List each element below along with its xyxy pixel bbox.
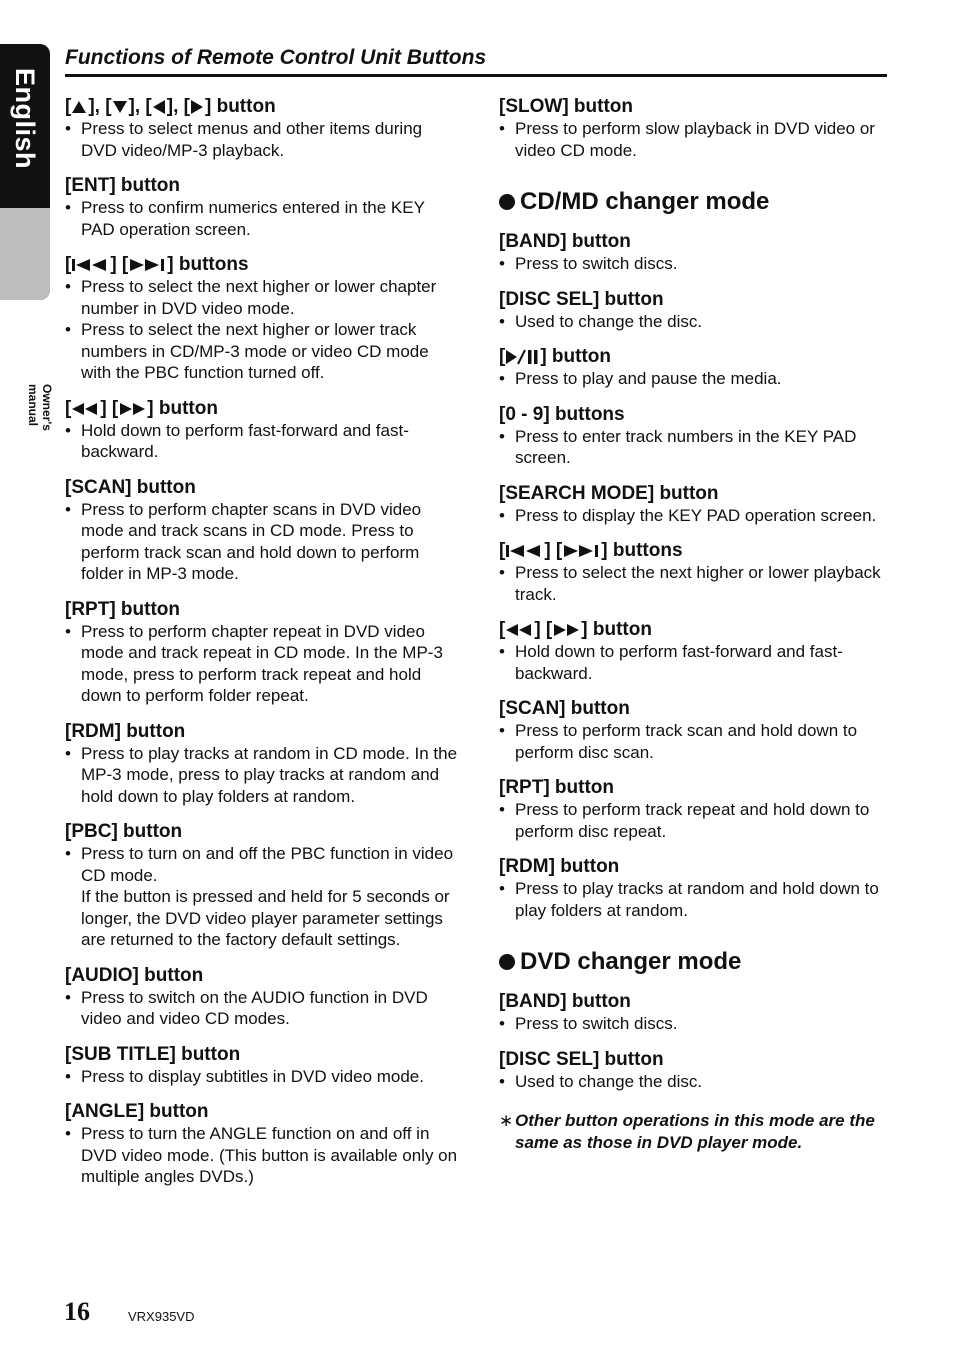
section-subtitle [65,1044,460,1088]
section-heading: [RPT] button [65,598,181,620]
list-item: • Press to select menus and other items during DVD video/MP-3 playback. [65,119,423,160]
list-item-continued: If the button is pressed and held for 5 seconds or longer, the DVD video player parameter settings are returned to the factory default settings. [81,887,450,949]
list-item: • Used to change the disc. [499,311,703,331]
footnote [499,1110,894,1154]
cd-md-changer-mode-title: CD/MD changer mode [499,187,894,217]
list-item: • Press to switch discs. [499,1014,678,1033]
section-heading: [ANGLE] button [65,1101,209,1122]
section-angle [65,1101,460,1188]
list-item: • Hold down to perform fast-forward and fast-backward. [65,420,409,461]
section-heading: [BAND] button [499,991,631,1012]
page-title: Functions of Remote Control Unit Buttons [65,46,887,77]
list-item: • Press to select the next higher or lower track numbers in CD/MP-3 mode or video CD mode with the PBC function turned off. [65,320,429,382]
section-skip [65,254,460,384]
section-heading: [ ] [ ] button [65,397,218,419]
bullet-circle-icon [499,954,515,970]
section-scan [499,698,894,763]
section-heading: [SUB TITLE] button [65,1043,241,1065]
section-rpt [65,599,460,707]
section-rdm [65,721,460,808]
section-fast-forward [65,398,460,463]
language-label: English [10,68,40,170]
left-arrow-icon [152,99,166,115]
list-item: • Press to play and pause the media. [499,369,782,388]
section-heading: [RDM] button [499,856,620,877]
section-digits [499,404,894,469]
section-heading: [DISC SEL] button [499,288,664,310]
section-heading: [ENT] button [65,175,181,196]
section-heading: [ ] button [499,346,612,367]
rewind-icon [71,402,99,416]
rewind-icon [505,623,533,637]
section-disc-sel [499,1049,894,1093]
fast-forward-icon [118,402,146,416]
list-item: • Press to display the KEY PAD operation screen. [499,505,877,525]
section-fast-forward [499,619,894,684]
section-rpt [499,777,894,842]
section-heading: [SCAN] button [499,698,630,719]
list-item: • Press to perform chapter repeat in DVD video mode and track repeat in CD mode. In the MP-3 mode, press to perform track repeat and hold down to perform folder repeat. [65,621,443,705]
right-arrow-icon [190,99,204,115]
section-pbc [65,821,460,951]
section-play-pause [499,346,894,390]
up-arrow-icon [71,99,87,115]
section-disc-sel [499,289,894,333]
fast-forward-icon [552,623,580,637]
section-heading: [SEARCH MODE] button [499,482,719,504]
skip-forward-icon [128,258,166,272]
right-column [499,96,894,1154]
section-rdm [499,856,894,921]
skip-back-icon [71,258,109,272]
page-number: 16 [64,1297,90,1326]
section-heading: [ ] [ ] buttons [65,254,249,275]
section-heading: [SLOW] button [499,96,634,117]
dvd-changer-mode-title: DVD changer mode [499,947,894,977]
section-heading: [PBC] button [65,821,183,842]
section-skip [499,540,894,605]
section-heading: [BAND] button [499,231,631,252]
model-number: VRX935VD [128,1309,195,1324]
section-ent [65,175,460,240]
down-arrow-icon [112,99,128,115]
section-band [499,991,894,1035]
list-item: • Press to perform chapter scans in DVD video mode and track scans in CD mode. Press to perform track scan and hold down to perform folder in MP-3 mode. [65,499,422,583]
section-slow [499,96,894,161]
section-heading: [ ], [ ], [ ], [ ] button [65,96,276,117]
list-item: • Press to turn the ANGLE function on and off in DVD video mode. (This button is available only on multiple angles DVDs.) [65,1124,458,1186]
list-item: • Hold down to perform fast-forward and fast-backward. [499,642,843,683]
manual-label: Owner's manual [26,384,54,431]
section-audio [65,965,460,1030]
side-tab-lower [0,208,54,431]
list-item: • Press to turn on and off the PBC function in video CD mode. [65,844,454,885]
list-item: • Press to display subtitles in DVD video mode. [65,1066,424,1086]
section-heading: [RPT] button [499,777,615,798]
section-heading: [DISC SEL] button [499,1048,664,1070]
list-item: • Press to perform slow playback in DVD video or video CD mode. [499,119,875,160]
section-arrow-buttons [65,96,460,161]
section-heading: [AUDIO] button [65,964,204,986]
section-heading: [RDM] button [65,720,186,742]
section-heading: [SCAN] button [65,476,196,498]
list-item: • Press to select the next higher or lower chapter number in DVD video mode. [65,277,437,318]
list-item: • Press to confirm numerics entered in the KEY PAD operation screen. [65,198,425,239]
list-item: • Press to enter track numbers in the KEY PAD screen. [499,426,857,467]
list-item: • Press to select the next higher or lower playback track. [499,563,881,604]
left-column [65,96,460,1202]
section-heading: [ ] [ ] buttons [499,540,683,561]
list-item: • Press to play tracks at random in CD mode. In the MP-3 mode, press to play tracks at random and hold down to play folders at random. [65,743,458,806]
list-item: • Press to perform track repeat and hold down to perform disc repeat. [499,800,870,841]
list-item: • Press to play tracks at random and hold down to play folders at random. [499,879,879,920]
section-search-mode [499,483,894,527]
section-band [499,231,894,275]
section-scan [65,477,460,585]
footnote-text: Other button operations in this mode are the same as those in DVD player mode. [515,1111,875,1152]
play-pause-icon [505,349,539,365]
list-item: • Used to change the disc. [499,1071,703,1091]
bullet-circle-icon [499,194,515,210]
section-heading: [ ] [ ] button [499,619,652,640]
list-item: • Press to switch on the AUDIO function in DVD video and video CD modes. [65,987,428,1028]
skip-back-icon [505,544,543,558]
skip-forward-icon [562,544,600,558]
language-side-tab [0,44,54,431]
list-item: • Press to perform track scan and hold down to perform disc scan. [499,721,858,762]
asterisk-mark: ∗ [499,1111,514,1130]
list-item: • Press to switch discs. [499,254,678,273]
section-heading: [0 - 9] buttons [499,403,625,425]
